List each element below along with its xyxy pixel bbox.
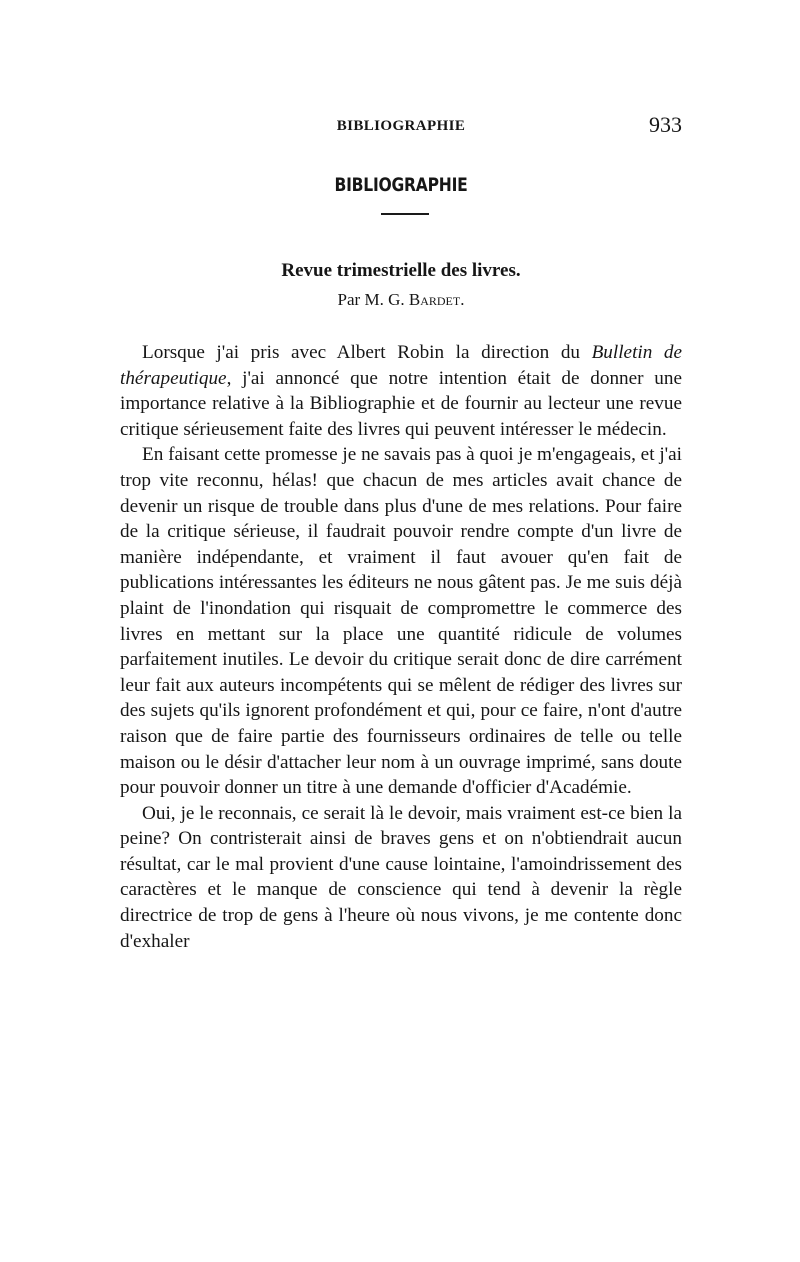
article-title: Revue trimestrielle des livres. [281, 260, 521, 281]
title-divider-rule [381, 213, 429, 215]
running-title: BIBLIOGRAPHIE [336, 118, 466, 134]
article-byline [120, 290, 682, 310]
paragraph: Oui, je le reconnais, ce serait là le devoir, mais vraiment est-ce bien la peine? On contristerait ainsi de braves gens et on n'obtiendrait aucun résultat, car le mal provient d'une cause lointaine, l'amoindrissement des caractères et le manque de conscience qui tend à devenir la règle directrice de trop de gens à l'heure où nous vivons, je me contente donc d'exhaler [120, 802, 682, 952]
page-number: 933 [649, 112, 682, 137]
section-title: BIBLIOGRAPHIE [334, 174, 468, 196]
journal-title: Bulletin de thérapeutique [120, 342, 682, 389]
paragraph-text: Lorsque j'ai pris avec Albert Robin la direction du [142, 342, 592, 363]
paragraph: En faisant cette promesse je ne savais pas à quoi je m'engageais, et j'ai trop vite reconnu, hélas! que chacun de mes articles avait chance de devenir un risque de trouble dans plus d'une de mes relations. Pour faire de la critique sérieuse, il faudrait pouvoir rendre compte d'un livre de manière indépendante, et vraiment il faut avouer qu'en fait de publications intéressantes les éditeurs ne nous gâtent pas. Je me suis déjà plaint de l'inondation qui risquait de compromettre le commerce des livres en mettant sur la place une quantité ridicule de volumes parfaitement inutiles. Le devoir du critique serait donc de dire carrément leur fait aux auteurs incompétents qui se mêlent de rédiger des livres sur des sujets qu'ils ignorent profondément et qui, pour ce faire, n'ont d'autre raison que de faire partie des fournisseurs ordinaires de telle ou telle maison ou le désir d'attacher leur nom à un ouvrage imprimé, sans doute pour pouvoir donner un titre à une demande d'officier d'Académie. [120, 444, 682, 799]
article-body [120, 340, 682, 954]
paragraph-text: , j'ai annoncé que notre intention était de donner une importance relative à la Bibliographie et de fournir au lecteur une revue critique sérieusement faite des livres qui peuvent intéresser le médecin. [120, 367, 682, 440]
running-header [120, 112, 682, 140]
byline-prefix: Par M. G. [337, 290, 409, 309]
paragraph [120, 340, 682, 442]
byline-author: Bardet. [408, 290, 465, 309]
